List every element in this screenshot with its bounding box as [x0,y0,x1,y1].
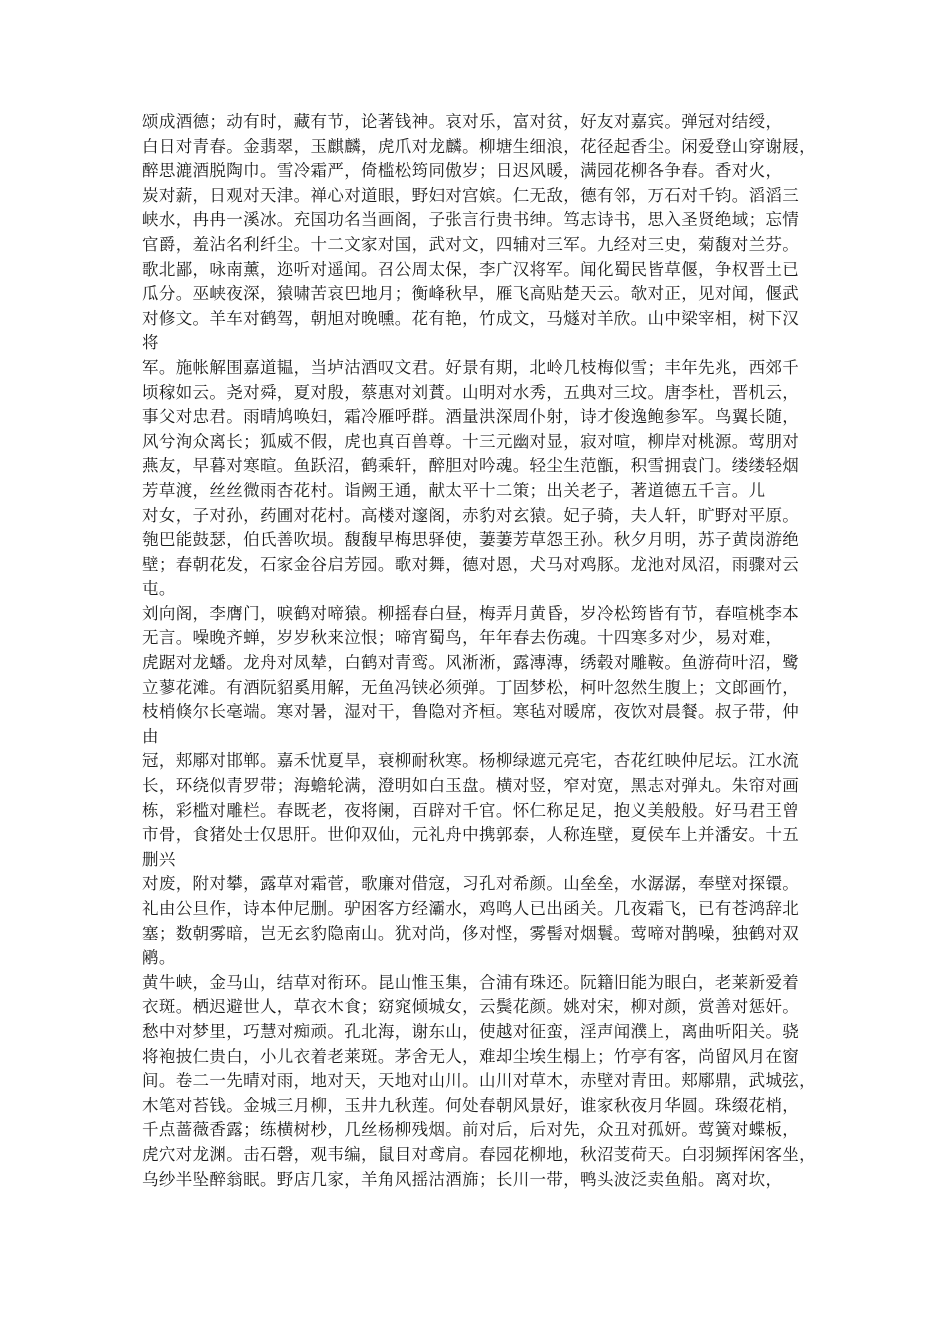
text-line: 间。卷二一先晴对雨，地对天，天地对山川。山川对草木，赤壁对青田。郏鄏鼎，武城弦， [142,1071,816,1091]
text-line: 鹇。 [142,948,176,968]
text-line: 官爵，羞沾名利纤尘。十二文家对国，武对文，四辅对三军。九经对三史，菊馥对兰芬。 [142,234,800,254]
text-line: 木笔对苔钱。金城三月柳，玉井九秋莲。何处春朝风景好，谁家秋夜月华圆。珠缀花梢， [142,1095,800,1115]
text-line: 白日对青春。金翡翠，玉麒麟，虎爪对龙麟。柳塘生细浪，花径起香尘。闲爱登山穿谢屐， [142,136,816,156]
text-line: 虎踞对龙蟠。龙舟对凤辇，白鹤对青鸾。风淅淅，露漙漙，绣毂对雕鞍。鱼游荷叶沼，鹭 [142,653,800,673]
text-line: 礼由公旦作，诗本仲尼删。驴困客方经灞水，鸡鸣人已出函关。几夜霜飞，已有苍鸿辞北 [142,899,800,918]
text-line: 壁；春朝花发，石家金谷启芳园。歌对舞，德对恩，犬马对鸡豚。龙池对凤沼，雨骤对云 [142,554,800,574]
text-line: 醉思漉酒脱陶巾。雪冷霜严，倚槛松筠同傲岁；日迟风暖，满园花柳各争春。香对火， [142,161,783,181]
text-line: 乌纱半坠醉翁眠。野店几家，羊角风摇沽酒旆；长川一带，鸭头波泛卖鱼船。离对坎， [142,1169,783,1189]
text-line: 千点蔷薇香露；练横树杪，几丝杨柳残烟。前对后，后对先，众丑对孤妍。莺簧对蝶板， [142,1120,800,1140]
text-line: 无言。噪晚齐蝉，岁岁秋来泣恨；啼宵蜀鸟，年年春去伤魂。十四寒多对少，易对难， [142,628,783,648]
text-line: 虎穴对龙渊。击石磬，观韦编，鼠目对鸢肩。春园花柳地，秋沼芰荷天。白羽频挥闲客坐， [142,1144,816,1164]
text-line: 刘向阁，李膺门，唳鹤对啼猿。柳摇春白昼，梅弄月黄昏，岁冷松筠皆有节，春喧桃李本 [142,603,800,623]
text-line: 栋，彩槛对雕栏。春既老，夜将阑，百辟对千官。怀仁称足足，抱义美般般。好马君王曾 [142,800,800,820]
text-line: 瓜分。巫峡夜深，猿啸苦哀巴地月；衡峰秋早，雁飞高贴楚天云。欹对正，见对闻，偃武 [142,284,800,304]
text-line: 塞；数朝雾暗，岂无玄豹隐南山。犹对尚，侈对悭，雾髻对烟鬟。莺啼对鹊噪，独鹤对双 [142,923,800,943]
text-line: 军。施帐解围嘉道韫，当垆沽酒叹文君。好景有期，北岭几枝梅似雪；丰年先兆，西郊千 [142,357,800,377]
text-line: 冠，郏鄏对邯郸。嘉禾忧夏旱，衰柳耐秋寒。杨柳绿遮元亮宅，杏花红映仲尼坛。江水流 [142,751,800,771]
text-line: 峡水，冉冉一溪冰。充国功名当画阁，子张言行贵书绅。笃志诗书，思入圣贤绝域；忘情 [142,210,800,230]
text-line: 匏巴能鼓瑟，伯氏善吹埙。馥馥早梅思驿使，萋萋芳草怨王孙。秋夕月明，苏子黄岗游绝 [142,530,800,550]
text-line: 芳草渡，丝丝微雨杏花村。诣阙王通，献太平十二策；出关老子，著道德五千言。儿 [142,480,766,500]
text-line: 顷稼如云。尧对舜，夏对殷，蔡惠对刘蕡。山明对水秀，五典对三坟。唐李杜，晋机云， [142,382,800,402]
text-line: 燕友，早暮对寒暄。鱼跃沼，鹤乘轩，醉胆对吟魂。轻尘生范甑，积雪拥袁门。缕缕轻烟 [142,456,800,476]
text-line: 对废，附对攀，露草对霜菅，歌廉对借寇，习孔对希颜。山垒垒，水潺潺，奉壁对探镮。 [142,874,800,894]
text-line: 对女，子对孙，药圃对花村。高楼对邃阁，赤豹对玄猿。妃子骑，夫人轩，旷野对平原。 [142,505,800,525]
text-line: 立蓼花滩。有酒阮貂奚用解，无鱼冯铗必须弹。丁固梦松，柯叶忽然生腹上；文郎画竹， [142,677,800,697]
text-line: 市骨，食猪处士仅思肝。世仰双仙，元礼舟中携郭泰，人称连壁，夏侯车上并潘安。十五 [142,825,800,845]
text-line: 屯。 [142,579,176,599]
text-line: 将袍披仁贵白，小儿衣着老莱斑。茅舍无人，难却尘埃生榻上；竹亭有客，尚留风月在窗 [142,1046,800,1066]
text-line: 炭对薪，日观对天津。禅心对道眼，野妇对宫嫔。仁无敌，德有邻，万石对千钧。滔滔三 [142,185,800,205]
text-line: 将 [142,333,159,353]
text-line: 歌北鄙，咏南薰，迩听对遥闻。召公周太保，李广汉将军。闻化蜀民皆草偃，争权晋土已 [142,259,800,279]
text-line: 对修文。羊车对鹤驾，朝旭对晚曛。花有艳，竹成文，马燧对羊欣。山中梁宰相，树下汉 [142,308,800,328]
text-line: 风兮洵众离长；狐威不假，虎也真百兽尊。十三元幽对显，寂对喧，柳岸对桃源。莺朋对 [142,431,800,451]
text-line: 颂成酒德；动有时，藏有节，论著钱神。哀对乐，富对贫，好友对嘉宾。弹冠对结绶， [142,112,783,131]
text-line: 黄牛峡，金马山，结草对衔环。昆山惟玉集，合浦有珠还。阮籍旧能为眼白，老莱新爱着 [142,972,800,992]
text-line: 长，环绕似青罗带；海蟾轮满，澄明如白玉盘。横对竖，窄对宽，黑志对弹丸。朱帘对画 [142,776,800,796]
text-line: 衣斑。栖迟避世人，草衣木食；窈窕倾城女，云鬓花颜。姚对宋，柳对颜，赏善对惩奸。 [142,997,800,1017]
text-line: 愁中对梦里，巧慧对痴顽。孔北海，谢东山，使越对征蛮，淫声闻濮上，离曲听阳关。骁 [142,1021,800,1041]
document-body-text [142,110,832,1192]
text-line: 由 [142,726,159,746]
text-line: 枝梢倏尔长毫端。寒对暑，湿对干，鲁隐对齐桓。寒毡对暖席，夜饮对晨餐。叔子带，仲 [142,702,800,722]
text-line: 事父对忠君。雨晴鸠唤妇，霜冷雁呼群。酒量洪深周仆射，诗才俊逸鲍参军。鸟翼长随， [142,407,800,427]
text-line: 删兴 [142,849,176,869]
